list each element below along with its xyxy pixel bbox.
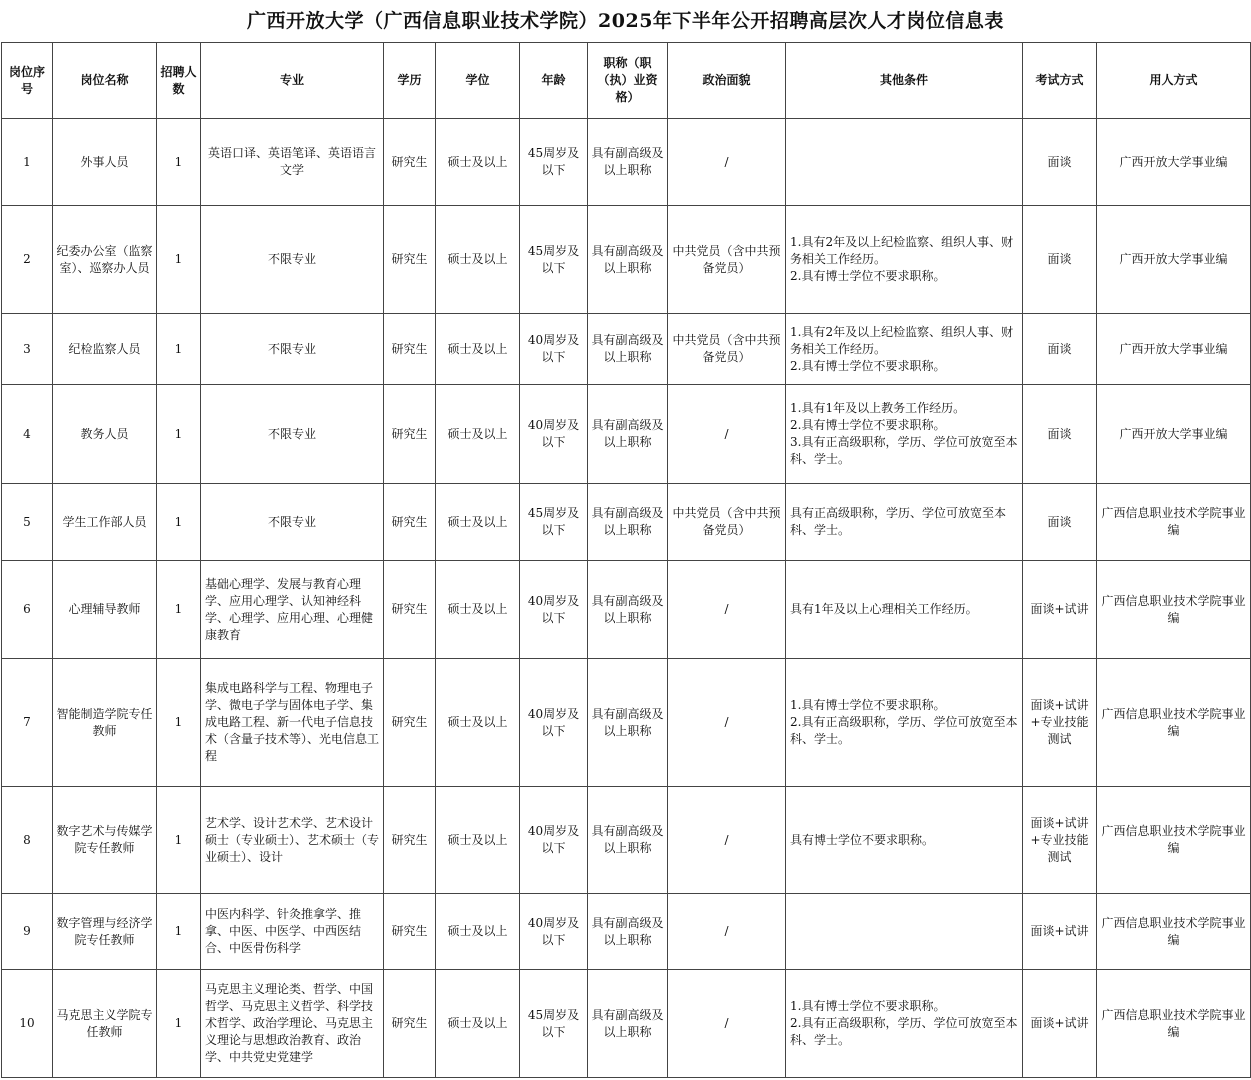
cell-name: 教务人员 — [53, 385, 157, 484]
cell-political: 中共党员（含中共预备党员） — [668, 484, 786, 561]
cell-count: 1 — [157, 484, 201, 561]
cell-other: 具有正高级职称，学历、学位可放宽至本科、学士。 — [786, 484, 1023, 561]
cell-degree: 硕士及以上 — [436, 659, 520, 787]
cell-no: 6 — [2, 561, 53, 659]
cell-exam: 面谈+试讲 — [1023, 894, 1097, 970]
cell-count: 1 — [157, 119, 201, 206]
cell-count: 1 — [157, 970, 201, 1078]
cell-no: 1 — [2, 119, 53, 206]
cell-education: 研究生 — [384, 206, 436, 314]
cell-title: 具有副高级及以上职称 — [588, 314, 668, 385]
cell-name: 纪委办公室（监察室）、巡察办人员 — [53, 206, 157, 314]
cell-major: 不限专业 — [201, 314, 384, 385]
positions-table — [1, 42, 1251, 1078]
cell-title: 具有副高级及以上职称 — [588, 206, 668, 314]
cell-degree: 硕士及以上 — [436, 484, 520, 561]
cell-major: 不限专业 — [201, 484, 384, 561]
cell-other: 1.具有2年及以上纪检监察、组织人事、财务相关工作经历。 2.具有博士学位不要求职称。 — [786, 206, 1023, 314]
table-row — [2, 119, 1251, 206]
cell-no: 7 — [2, 659, 53, 787]
cell-political: / — [668, 970, 786, 1078]
cell-title: 具有副高级及以上职称 — [588, 561, 668, 659]
cell-no: 2 — [2, 206, 53, 314]
cell-no: 3 — [2, 314, 53, 385]
cell-hire: 广西信息职业技术学院事业编 — [1097, 561, 1251, 659]
cell-hire: 广西开放大学事业编 — [1097, 206, 1251, 314]
cell-title: 具有副高级及以上职称 — [588, 385, 668, 484]
cell-count: 1 — [157, 659, 201, 787]
cell-political: 中共党员（含中共预备党员） — [668, 206, 786, 314]
cell-exam: 面谈 — [1023, 119, 1097, 206]
cell-other — [786, 119, 1023, 206]
cell-exam: 面谈+试讲 — [1023, 561, 1097, 659]
cell-degree: 硕士及以上 — [436, 314, 520, 385]
cell-name: 马克思主义学院专任教师 — [53, 970, 157, 1078]
cell-political: / — [668, 659, 786, 787]
cell-political: 中共党员（含中共预备党员） — [668, 314, 786, 385]
cell-education: 研究生 — [384, 385, 436, 484]
cell-title: 具有副高级及以上职称 — [588, 119, 668, 206]
cell-count: 1 — [157, 385, 201, 484]
table-row — [2, 385, 1251, 484]
cell-major: 集成电路科学与工程、物理电子学、微电子学与固体电子学、集成电路工程、新一代电子信息技术（含量子技术等）、光电信息工程 — [201, 659, 384, 787]
cell-degree: 硕士及以上 — [436, 970, 520, 1078]
cell-degree: 硕士及以上 — [436, 894, 520, 970]
cell-age: 40周岁及以下 — [520, 787, 588, 894]
table-row — [2, 970, 1251, 1078]
cell-name: 纪检监察人员 — [53, 314, 157, 385]
cell-hire: 广西信息职业技术学院事业编 — [1097, 659, 1251, 787]
cell-age: 45周岁及以下 — [520, 119, 588, 206]
cell-degree: 硕士及以上 — [436, 561, 520, 659]
cell-count: 1 — [157, 314, 201, 385]
cell-title: 具有副高级及以上职称 — [588, 894, 668, 970]
cell-major: 马克思主义理论类、哲学、中国哲学、马克思主义哲学、科学技术哲学、政治学理论、马克思主义理论与思想政治教育、政治学、中共党史党建学 — [201, 970, 384, 1078]
cell-education: 研究生 — [384, 970, 436, 1078]
table-row — [2, 659, 1251, 787]
cell-other: 1.具有博士学位不要求职称。 2.具有正高级职称，学历、学位可放宽至本科、学士。 — [786, 970, 1023, 1078]
cell-no: 9 — [2, 894, 53, 970]
cell-age: 40周岁及以下 — [520, 385, 588, 484]
table-row — [2, 894, 1251, 970]
cell-exam: 面谈 — [1023, 314, 1097, 385]
cell-name: 数字管理与经济学院专任教师 — [53, 894, 157, 970]
cell-exam: 面谈 — [1023, 385, 1097, 484]
col-header-degree: 学位 — [436, 43, 520, 119]
cell-education: 研究生 — [384, 484, 436, 561]
cell-major: 不限专业 — [201, 206, 384, 314]
cell-title: 具有副高级及以上职称 — [588, 659, 668, 787]
table-row — [2, 314, 1251, 385]
col-header-no: 岗位序号 — [2, 43, 53, 119]
col-header-age: 年龄 — [520, 43, 588, 119]
col-header-count: 招聘人数 — [157, 43, 201, 119]
cell-age: 45周岁及以下 — [520, 206, 588, 314]
cell-age: 40周岁及以下 — [520, 894, 588, 970]
cell-other — [786, 894, 1023, 970]
cell-age: 45周岁及以下 — [520, 484, 588, 561]
cell-age: 45周岁及以下 — [520, 970, 588, 1078]
cell-exam: 面谈+试讲+专业技能测试 — [1023, 659, 1097, 787]
cell-major: 中医内科学、针灸推拿学、推拿、中医、中医学、中西医结合、中医骨伤科学 — [201, 894, 384, 970]
cell-age: 40周岁及以下 — [520, 561, 588, 659]
col-header-major: 专业 — [201, 43, 384, 119]
cell-name: 外事人员 — [53, 119, 157, 206]
cell-major: 不限专业 — [201, 385, 384, 484]
cell-major: 基础心理学、发展与教育心理学、应用心理学、认知神经科学、心理学、应用心理、心理健康教育 — [201, 561, 384, 659]
cell-political: / — [668, 561, 786, 659]
cell-education: 研究生 — [384, 119, 436, 206]
col-header-exam: 考试方式 — [1023, 43, 1097, 119]
cell-name: 智能制造学院专任教师 — [53, 659, 157, 787]
cell-count: 1 — [157, 206, 201, 314]
table-row — [2, 787, 1251, 894]
cell-title: 具有副高级及以上职称 — [588, 787, 668, 894]
cell-other: 1.具有博士学位不要求职称。 2.具有正高级职称，学历、学位可放宽至本科、学士。 — [786, 659, 1023, 787]
col-header-name: 岗位名称 — [53, 43, 157, 119]
cell-name: 学生工作部人员 — [53, 484, 157, 561]
page-title: 广西开放大学（广西信息职业技术学院）2025年下半年公开招聘高层次人才岗位信息表 — [247, 10, 1004, 32]
cell-degree: 硕士及以上 — [436, 385, 520, 484]
cell-other: 具有博士学位不要求职称。 — [786, 787, 1023, 894]
cell-political: / — [668, 787, 786, 894]
cell-no: 4 — [2, 385, 53, 484]
cell-count: 1 — [157, 561, 201, 659]
cell-age: 40周岁及以下 — [520, 659, 588, 787]
col-header-education: 学历 — [384, 43, 436, 119]
col-header-political: 政治面貌 — [668, 43, 786, 119]
cell-no: 5 — [2, 484, 53, 561]
cell-political: / — [668, 385, 786, 484]
cell-exam: 面谈+试讲+专业技能测试 — [1023, 787, 1097, 894]
cell-political: / — [668, 119, 786, 206]
col-header-other: 其他条件 — [786, 43, 1023, 119]
cell-age: 40周岁及以下 — [520, 314, 588, 385]
cell-count: 1 — [157, 894, 201, 970]
cell-hire: 广西信息职业技术学院事业编 — [1097, 787, 1251, 894]
cell-title: 具有副高级及以上职称 — [588, 484, 668, 561]
cell-other: 具有1年及以上心理相关工作经历。 — [786, 561, 1023, 659]
cell-name: 数字艺术与传媒学院专任教师 — [53, 787, 157, 894]
cell-political: / — [668, 894, 786, 970]
table-row — [2, 206, 1251, 314]
cell-no: 10 — [2, 970, 53, 1078]
cell-exam: 面谈 — [1023, 206, 1097, 314]
cell-hire: 广西信息职业技术学院事业编 — [1097, 970, 1251, 1078]
cell-no: 8 — [2, 787, 53, 894]
table-row — [2, 561, 1251, 659]
col-header-hire: 用人方式 — [1097, 43, 1251, 119]
cell-degree: 硕士及以上 — [436, 206, 520, 314]
cell-exam: 面谈 — [1023, 484, 1097, 561]
cell-degree: 硕士及以上 — [436, 787, 520, 894]
cell-education: 研究生 — [384, 894, 436, 970]
cell-other: 1.具有2年及以上纪检监察、组织人事、财务相关工作经历。 2.具有博士学位不要求职称。 — [786, 314, 1023, 385]
cell-name: 心理辅导教师 — [53, 561, 157, 659]
cell-hire: 广西开放大学事业编 — [1097, 119, 1251, 206]
cell-major: 英语口译、英语笔译、英语语言文学 — [201, 119, 384, 206]
cell-exam: 面谈+试讲 — [1023, 970, 1097, 1078]
cell-education: 研究生 — [384, 659, 436, 787]
cell-hire: 广西信息职业技术学院事业编 — [1097, 484, 1251, 561]
cell-title: 具有副高级及以上职称 — [588, 970, 668, 1078]
cell-education: 研究生 — [384, 314, 436, 385]
cell-hire: 广西信息职业技术学院事业编 — [1097, 894, 1251, 970]
table-row — [2, 484, 1251, 561]
header-row — [2, 43, 1251, 119]
cell-hire: 广西开放大学事业编 — [1097, 385, 1251, 484]
col-header-title: 职称（职（执）业资格） — [588, 43, 668, 119]
cell-hire: 广西开放大学事业编 — [1097, 314, 1251, 385]
cell-other: 1.具有1年及以上教务工作经历。 2.具有博士学位不要求职称。 3.具有正高级职称，学历、学位可放宽至本科、学士。 — [786, 385, 1023, 484]
cell-major: 艺术学、设计艺术学、艺术设计硕士（专业硕士）、艺术硕士（专业硕士）、设计 — [201, 787, 384, 894]
cell-degree: 硕士及以上 — [436, 119, 520, 206]
cell-education: 研究生 — [384, 787, 436, 894]
cell-count: 1 — [157, 787, 201, 894]
cell-education: 研究生 — [384, 561, 436, 659]
